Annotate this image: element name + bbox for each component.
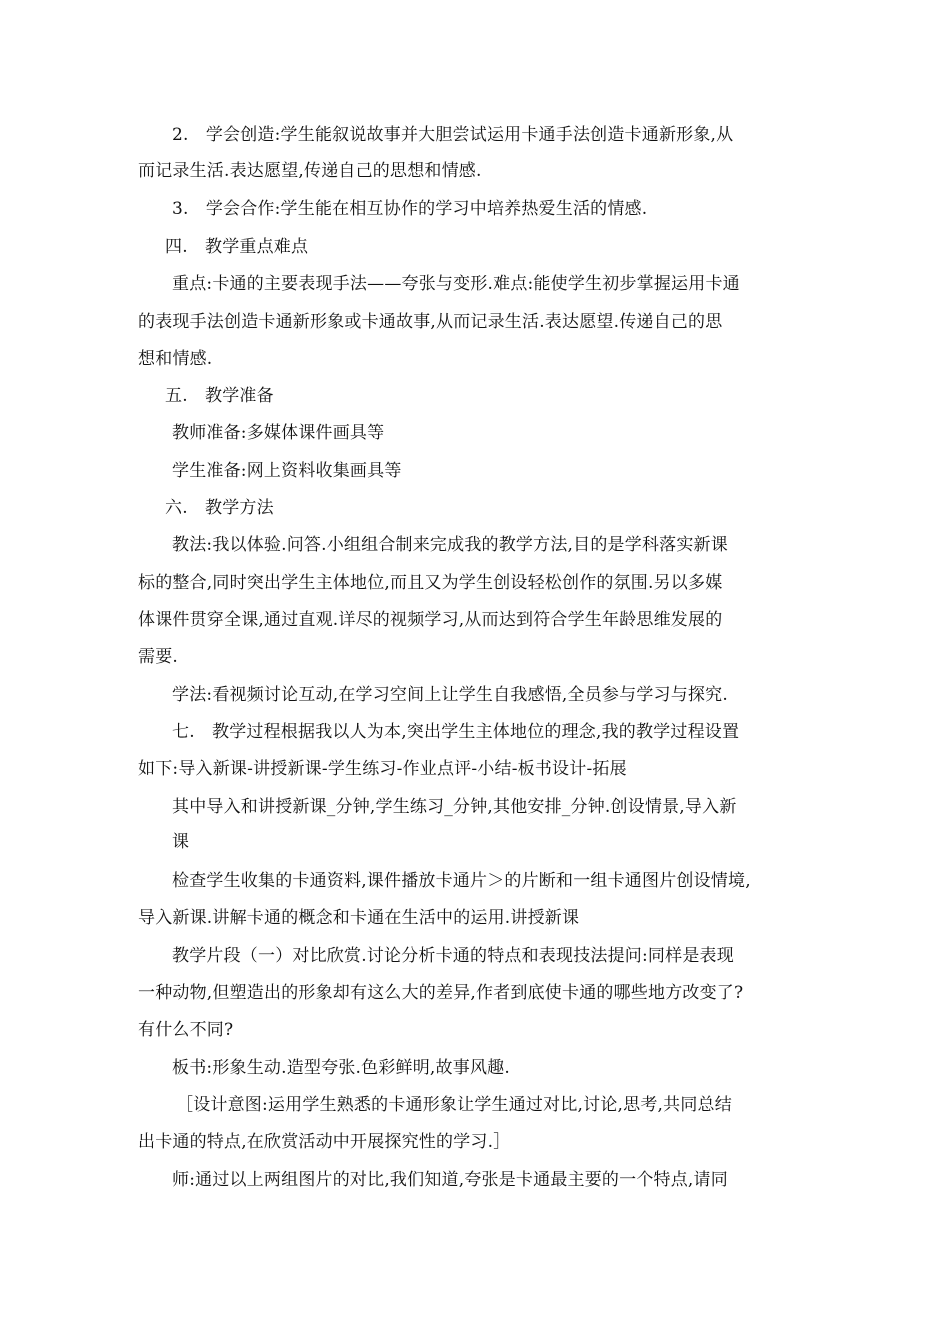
text-line: 师:通过以上两组图片的对比,我们知道,夸张是卡通最主要的一个特点,请同 (172, 1170, 728, 1190)
text-line: 课 (172, 832, 190, 852)
section-heading: 四. 教学重点难点 (165, 237, 309, 257)
text-line: 2. 学会创造:学生能叙说故事并大胆尝试运用卡通手法创造卡通新形象,从 (172, 125, 734, 145)
text-line: 如下:导入新课-讲授新课-学生练习-作业点评-小结-板书设计-拓展 (138, 759, 627, 779)
text-line: 出卡通的特点,在欣赏活动中开展探究性的学习.］ (138, 1132, 511, 1152)
text-line: 有什么不同? (138, 1020, 234, 1040)
text-line: 需要. (138, 647, 179, 667)
text-line: 重点:卡通的主要表现手法——夸张与变形.难点:能使学生初步掌握运用卡通 (172, 274, 740, 294)
text-line: 3. 学会合作:学生能在相互协作的学习中培养热爱生活的情感. (172, 199, 648, 219)
text-line: 学生准备:网上资料收集画具等 (172, 461, 402, 481)
section-heading: 六. 教学方法 (165, 498, 274, 518)
text-line: 一种动物,但塑造出的形象却有这么大的差异,作者到底使卡通的哪些地方改变了? (138, 983, 744, 1003)
text-line: 体课件贯穿全课,通过直观.详尽的视频学习,从而达到符合学生年龄思维发展的 (138, 610, 723, 630)
text-line: 标的整合,同时突出学生主体地位,而且又为学生创设轻松创作的氛围.另以多媒 (138, 573, 723, 593)
section-heading: 五. 教学准备 (165, 386, 274, 406)
text-line: ［设计意图:运用学生熟悉的卡通形象让学生通过对比,讨论,思考,共同总结 (176, 1095, 732, 1115)
text-line: 导入新课.讲解卡通的概念和卡通在生活中的运用.讲授新课 (138, 908, 580, 928)
text-line: 七. 教学过程根据我以人为本,突出学生主体地位的理念,我的教学过程设置 (172, 722, 740, 742)
text-line: 其中导入和讲授新课_分钟,学生练习_分钟,其他安排_分钟.创设情景,导入新 (172, 797, 737, 817)
text-line: 想和情感. (138, 349, 213, 369)
text-line: 教师准备:多媒体课件画具等 (172, 423, 385, 443)
text-line: 学法:看视频讨论互动,在学习空间上让学生自我感悟,全员参与学习与探究. (172, 685, 728, 705)
text-line: 板书:形象生动.造型夸张.色彩鲜明,故事风趣. (172, 1058, 510, 1078)
text-line: 而记录生活.表达愿望,传递自己的思想和情感. (138, 161, 482, 181)
text-line: 教学片段（一）对比欣赏.讨论分析卡通的特点和表现技法提问:同样是表现 (172, 946, 734, 966)
text-line: 教法:我以体验.问答.小组组合制来完成我的教学方法,目的是学科落实新课 (172, 535, 728, 555)
text-line: 的表现手法创造卡通新形象或卡通故事,从而记录生活.表达愿望.传递自己的思 (138, 312, 723, 332)
text-line: 检查学生收集的卡通资料,课件播放卡通片＞的片断和一组卡通图片创设情境, (172, 871, 751, 891)
